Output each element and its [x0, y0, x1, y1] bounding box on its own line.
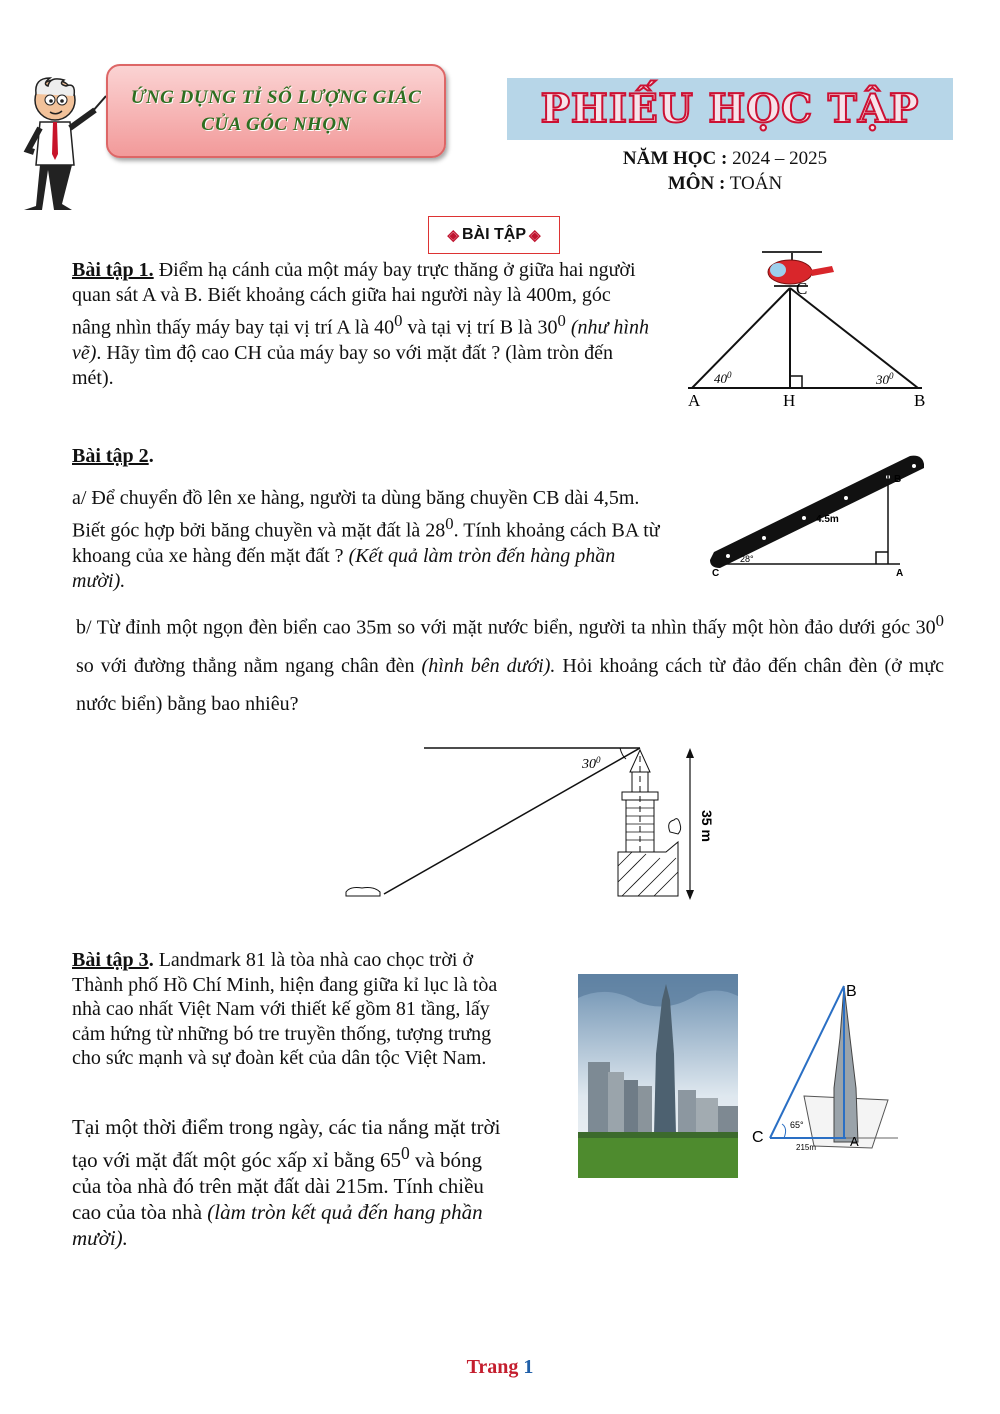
banner-title: PHIẾU HỌC TẬP: [540, 86, 920, 132]
label-C: C: [752, 1129, 764, 1146]
ex2b-text-part: so với đường thẳng nằm ngang chân đèn: [76, 654, 422, 677]
ex2a-text-part: . Tính khoảng cách BA từ khoang của xe hàng đến mặt đất ?: [72, 519, 660, 567]
right-angle-mark: [790, 376, 802, 388]
ex3-title-end: .: [148, 949, 154, 971]
label-C: C: [796, 279, 808, 298]
line-CA: [692, 288, 790, 388]
exercise-2-heading: [72, 444, 154, 469]
line-of-sight: [384, 748, 640, 894]
worksheet-banner: [507, 78, 953, 140]
ex1-italic-note: (như hình vẽ): [72, 316, 649, 364]
exercise-1-text: [72, 258, 650, 391]
ex1-text-part: . Hãy tìm độ cao CH của máy bay so với mặt đất ? (làm tròn đến mét).: [72, 341, 613, 389]
ex3-paragraph-1: Landmark 81 là tòa nhà cao chọc trời ở Thành phố Hồ Chí Minh, hiện đang giữa kỉ lục là tòa nhà cao nhất Việt Nam với thiết kế gồm 81 tầng, lấy cảm hứng từ những bó tre truyền thống, tượng trưng cho sức mạnh và sự đoàn kết của dân tộc Việt Nam.: [72, 949, 498, 1069]
exercise-2-title: Bài tập 2: [72, 445, 149, 467]
page-footer: [0, 1356, 1000, 1379]
ex3-italic-note: (làm tròn kết quả đến hang phần mười).: [72, 1200, 483, 1250]
topic-line2: CỦA GÓC NHỌN: [201, 114, 351, 135]
ex2b-text-part: b/ Từ đỉnh một ngọn đèn biển cao 35m so với mặt nước biển, người ta nhìn thấy một hòn đảo dưới góc 30: [76, 616, 936, 639]
angle-A-label: $40^0$: [714, 370, 732, 386]
ex2a-text-part: a/ Để chuyển đồ lên xe hàng, người ta dùng băng chuyền CB dài 4,5m. Biết góc hợp bởi băng chuyền và mặt đất là 28: [72, 487, 640, 542]
height-label: 35 m: [699, 810, 715, 842]
tower-silhouette: [834, 986, 858, 1142]
line-CB: [790, 288, 918, 388]
ex2a-italic-note: (Kết quả làm tròn đến hàng phần mười).: [72, 544, 616, 592]
label-H: H: [783, 391, 796, 410]
exercise-2b-text: [76, 602, 944, 723]
ex3-sup: 0: [400, 1143, 410, 1163]
angle-label: $30^0$: [582, 755, 601, 772]
exercise-3-figure: [748, 978, 900, 1160]
label-B: B: [894, 474, 902, 485]
diamond-icon: ◈: [447, 227, 459, 244]
page-number: 1: [523, 1356, 534, 1378]
ex2b-text-part: Hỏi khoảng cách từ đảo đến chân đèn (ở mực nước biển) bằng bao nhiêu?: [76, 654, 944, 715]
exercise-1-figure: [680, 248, 940, 413]
exercise-2b-figure: [340, 736, 720, 916]
topic-line1: ỨNG DỤNG TỈ SỐ LƯỢNG GIÁC: [130, 87, 422, 108]
lighthouse-icon: [618, 750, 681, 896]
topic-box: [106, 64, 446, 158]
teacher-mascot-illustration: [20, 70, 110, 215]
subject-label: MÔN :: [667, 173, 726, 194]
label-A: A: [688, 391, 701, 410]
conveyor-belt: [710, 456, 924, 568]
school-year-line: [560, 148, 890, 170]
ex1-text-part: Điểm hạ cánh của một máy bay trực thăng ở giữa hai người quan sát A và B. Biết khoảng cách giữa hai người này là 400m, góc nâng nhìn thấy máy bay tại vị trí A là 40: [72, 259, 636, 339]
angle-B-label: $30^0$: [876, 371, 894, 387]
label-B: B: [914, 391, 926, 410]
ex3-text-part: và bóng của tòa nhà đó trên mặt đất dài 215m. Tính chiều cao của tòa nhà: [72, 1148, 484, 1224]
ex2b-italic-note: (hình bên dưới).: [421, 654, 556, 677]
ex2a-sup: 0: [445, 514, 454, 533]
label-C: C: [712, 568, 720, 579]
exercise-3-text: [72, 948, 520, 1071]
ex1-sup: 0: [394, 311, 403, 330]
exercise-1-title: Bài tập 1.: [72, 259, 154, 281]
ex1-text-part: và tại vị trí B là 30: [402, 316, 558, 339]
section-header: [428, 216, 560, 254]
exercise-2a-figure: [700, 440, 940, 580]
ex3-text-part: Tại một thời điểm trong ngày, các tia nắng mặt trời tạo với mặt đất một góc xấp xỉ bằng 65: [72, 1115, 501, 1172]
angle-arc: [782, 1124, 786, 1138]
year-label: NĂM HỌC :: [622, 148, 728, 169]
right-angle-mark: [876, 552, 888, 564]
diamond-icon: ◈: [529, 227, 541, 244]
subject-line: [560, 173, 890, 195]
angle-label: 28°: [740, 554, 754, 564]
label-B: B: [846, 983, 857, 1000]
ex2b-sup: 0: [935, 611, 944, 630]
landmark81-photo: [578, 974, 738, 1178]
ex2-title-end: .: [148, 445, 154, 467]
angle-label: 65°: [790, 1120, 804, 1130]
page-label: Trang: [466, 1356, 519, 1378]
exercise-3-question: [72, 1114, 502, 1251]
length-label: 4.5m: [816, 514, 839, 525]
exercise-3-title: Bài tập 3: [72, 949, 149, 971]
shadow-length-label: 215m: [796, 1143, 817, 1152]
island-shape: [346, 888, 380, 897]
ex1-sup: 0: [557, 311, 566, 330]
label-A: A: [850, 1134, 859, 1149]
exercise-2a-text: [72, 486, 666, 594]
year-value: 2024 – 2025: [732, 148, 828, 169]
label-A: A: [896, 568, 904, 579]
section-title: BÀI TẬP: [462, 226, 526, 243]
subject-value: TOÁN: [729, 173, 783, 194]
